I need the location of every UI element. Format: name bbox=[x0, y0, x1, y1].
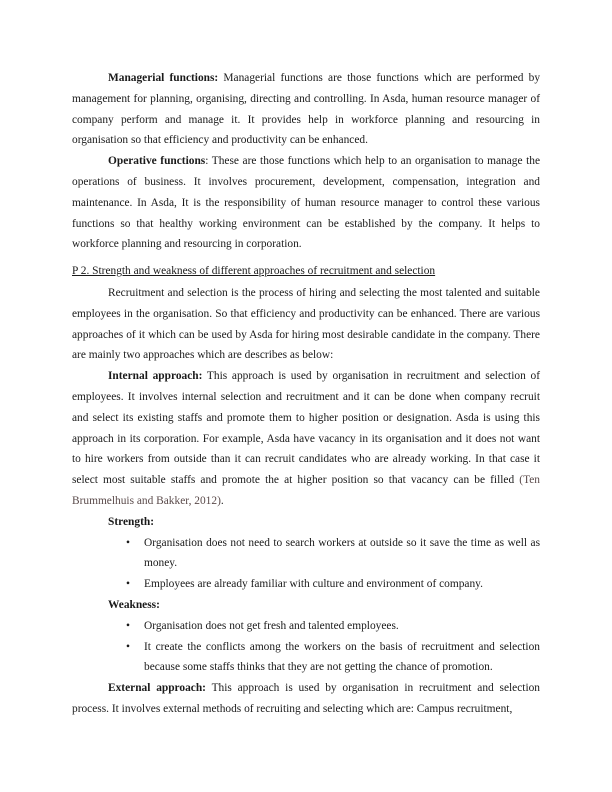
external-approach-text: This approach is used by organisation in recruitment and selection process. It involves external methods of recruiting and selecting which are: Campus recruitment, bbox=[72, 682, 540, 715]
internal-approach-label: Internal approach: bbox=[108, 370, 203, 383]
document-page bbox=[72, 68, 540, 720]
internal-approach-paragraph bbox=[72, 366, 540, 512]
list-item-text: Employees are already familiar with culture and environment of company. bbox=[144, 578, 483, 591]
weakness-heading: Weakness: bbox=[108, 598, 160, 611]
operative-functions-paragraph bbox=[72, 151, 540, 255]
strength-list bbox=[72, 533, 540, 595]
bullet-icon: • bbox=[126, 619, 130, 632]
managerial-functions-text: Managerial functions are those functions which are performed by management for planning, organising, directing and controlling. In Asda, human resource manager of company perform and manage it. It provides help in workforce planning and resourcing in organisation so that efficiency and productivity can be enhanced. bbox=[72, 72, 541, 147]
citation: (Ten Brummelhuis and Bakker, 2012) bbox=[72, 474, 540, 507]
internal-approach-text: This approach is used by organisation in recruitment and selection of employees. It involves internal selection and recruitment and it can be done when company recruit and select its existing staffs and promote them to higher position or designation. Asda is using this approach in its corporation. For example, Asda have vacancy in its organisation and it does not want to hire workers from outside than it can recruit candidates who are already working. In that case it select most suitable staffs and promote the at higher position so that vacancy can be filled bbox=[72, 370, 540, 487]
list-item bbox=[72, 533, 540, 575]
strength-heading: Strength: bbox=[108, 515, 154, 528]
bullet-icon: • bbox=[126, 578, 130, 591]
section-heading bbox=[72, 261, 540, 282]
operative-functions-text: : These are those functions which help to an organisation to manage the operations of business. It involves procurement, development, compensation, integration and maintenance. In Asda, It is the responsibility of human resource manager to control these various functions so that healthy working environment can be established by the company. It helps to workforce planning and resourcing in corporation. bbox=[72, 155, 540, 251]
operative-functions-label: Operative functions bbox=[108, 155, 206, 168]
bullet-icon: • bbox=[126, 640, 130, 653]
bullet-icon: • bbox=[126, 536, 130, 549]
section-heading-text: P 2. Strength and weakness of different approaches of recruitment and selection bbox=[72, 265, 436, 278]
weakness-list bbox=[72, 616, 540, 678]
list-item bbox=[72, 637, 540, 679]
external-approach-paragraph bbox=[72, 678, 540, 720]
list-item bbox=[72, 616, 540, 637]
external-approach-label: External approach: bbox=[108, 682, 206, 695]
list-item bbox=[72, 574, 540, 595]
intro-paragraph: Recruitment and selection is the process of hiring and selecting the most talented and suitable employees in the organisation. So that efficiency and productivity can be enhanced. There are various approaches of it which can be used by Asda for hiring most desirable candidate in the company. There are mainly two approaches which are describes as below: bbox=[72, 286, 540, 362]
managerial-functions-paragraph bbox=[72, 68, 540, 151]
internal-approach-end: . bbox=[220, 494, 224, 507]
list-item-text: Organisation does not get fresh and talented employees. bbox=[144, 619, 399, 632]
list-item-text: Organisation does not need to search workers at outside so it save the time as well as money. bbox=[144, 536, 540, 570]
list-item-text: It create the conflicts among the workers on the basis of recruitment and selection because some staffs thinks that they are not getting the chance of promotion. bbox=[144, 640, 540, 674]
managerial-functions-label: Managerial functions: bbox=[108, 72, 219, 84]
